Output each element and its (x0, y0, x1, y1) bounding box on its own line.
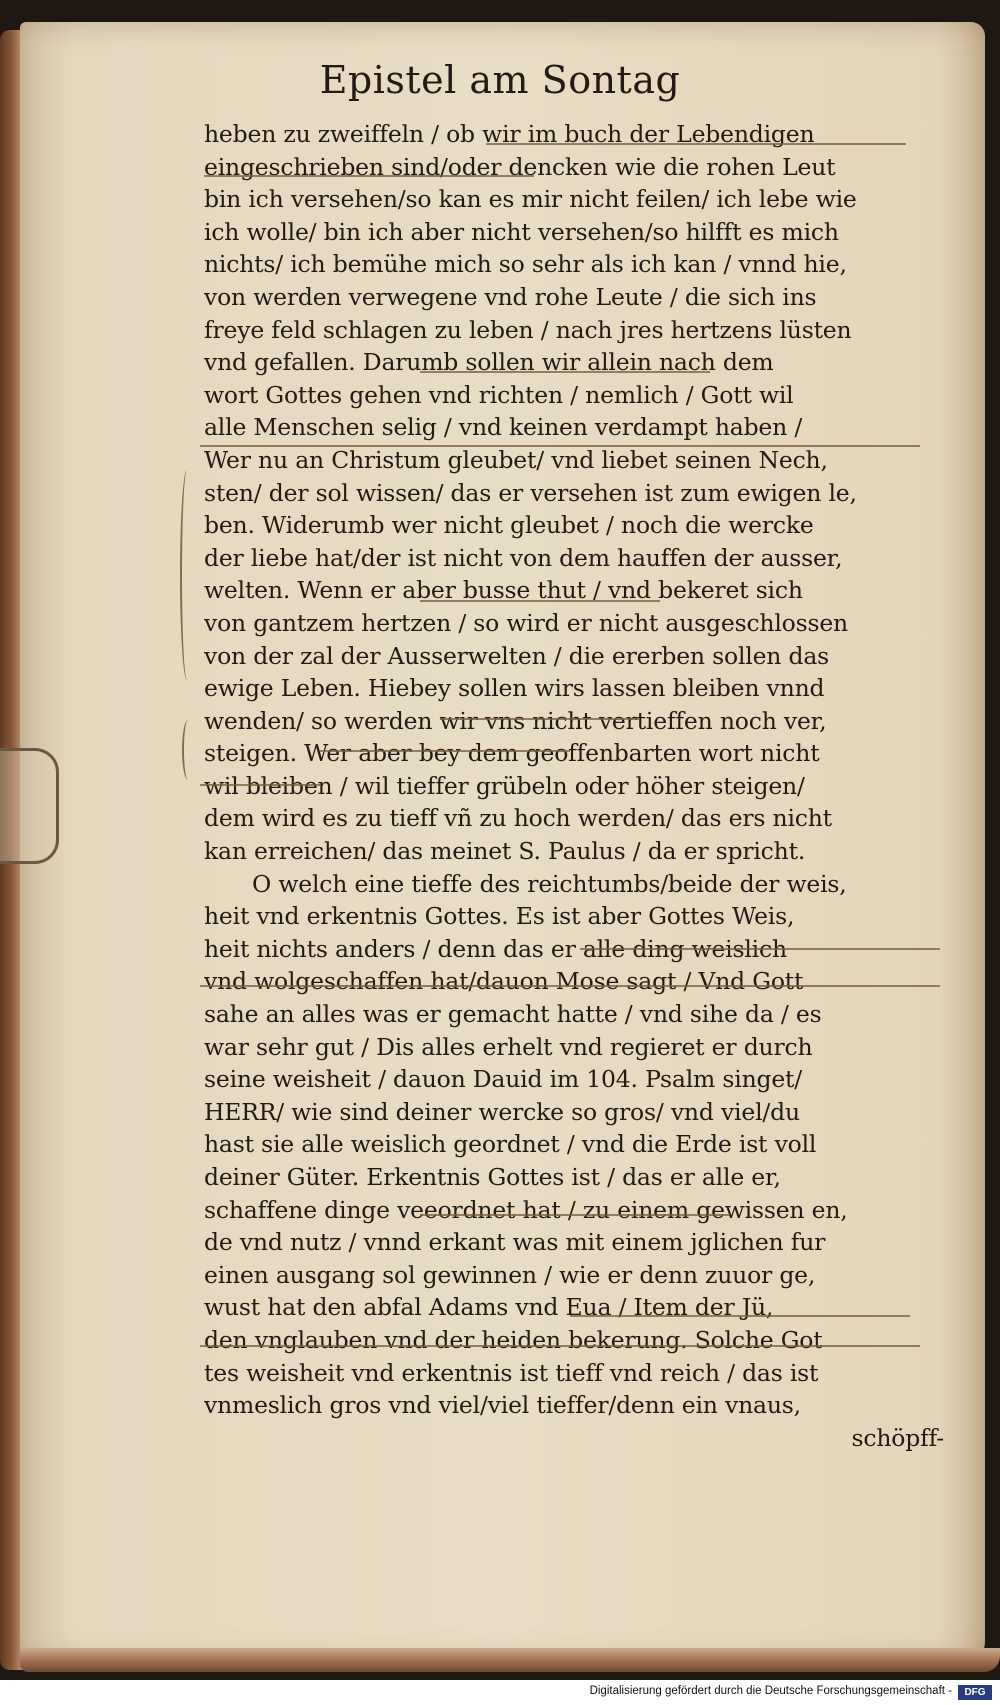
handwritten-underline (200, 784, 320, 786)
text-line: deiner Güter. Erkentnis Gottes ist / das er alle er, (204, 1163, 781, 1191)
text-line: schaffene dinge veeordnet hat / zu einem gewissen en, (204, 1195, 848, 1224)
text-line: heben zu zweiffeln / ob wir im buch der Lebendigen (204, 120, 815, 148)
handwritten-underline (200, 1345, 920, 1347)
handwritten-underline (420, 371, 710, 373)
text-line: HERR/ wie sind deiner wercke so gros/ vnd viel/du (204, 1097, 800, 1126)
text-line: eingeschrieben sind/oder dencken wie die rohen Leut (204, 152, 836, 181)
handwritten-underline (320, 750, 570, 752)
text-line: tes weisheit vnd erkentnis ist tieff vnd reich / das ist (204, 1358, 819, 1387)
text-line: seine weisheit / dauon Dauid im 104. Psalm singet/ (204, 1065, 803, 1094)
text-line: war sehr gut / Dis alles erhelt vnd regieret er durch (204, 1032, 813, 1061)
text-line: von gantzem hertzen / so wird er nicht ausgeschlossen (204, 608, 848, 637)
text-line: von werden verwegene vnd rohe Leute / die sich ins (204, 282, 817, 311)
text-line: sahe an alles was er gemacht hatte / vnd sihe da / es (204, 1000, 822, 1029)
text-line: heit nichts anders / denn das er alle ding weislich (204, 934, 787, 963)
text-line: ewige Leben. Hiebey sollen wirs lassen bleiben vnnd (204, 674, 825, 703)
page-tab-marker (0, 748, 59, 864)
text-line: wil bleiben / wil tieffer grübeln oder höher steigen/ (204, 771, 805, 800)
catchword: schöpff- (851, 1423, 944, 1452)
text-line: von der zal der Ausserwelten / die ererben sollen das (204, 641, 830, 670)
running-header: Epistel am Sontag (319, 58, 681, 102)
handwritten-underline (200, 445, 920, 447)
handwritten-underline (440, 718, 640, 720)
text-line: bin ich versehen/so kan es mir nicht feilen/ ich lebe wie (204, 185, 857, 214)
text-line: kan erreichen/ das meinet S. Paulus / da er spricht. (204, 837, 806, 866)
handwritten-underline (486, 143, 906, 145)
text-line: de vnd nutz / vnnd erkant was mit einem jglichen fur (204, 1228, 826, 1257)
text-line: wenden/ so werden wir vns nicht vertieffen noch ver, (204, 706, 827, 735)
text-line: vnd wolgeschaffen hat/dauon Mose sagt / Vnd Gott (204, 967, 804, 996)
text-line: welten. Wenn er aber busse thut / vnd bekeret sich (204, 576, 803, 605)
text-line: der liebe hat/der ist nicht von dem hauffen der ausser, (204, 543, 843, 572)
text-line: alle Menschen selig / vnd keinen verdampt haben / (204, 413, 803, 442)
text-line: Wer nu an Christum gleubet/ vnd liebet seinen Nech, (204, 445, 828, 474)
footer-bar (0, 1680, 1000, 1705)
handwritten-underline (420, 1214, 730, 1216)
text-line: ben. Widerumb wer nicht gleubet / noch die wercke (204, 511, 814, 540)
text-line: wust hat den abfal Adams vnd Eua / Item der Jü, (204, 1293, 774, 1322)
dfg-logo: DFG (958, 1685, 992, 1700)
text-line: vnmeslich gros vnd viel/viel tieffer/denn ein vnaus, (204, 1391, 801, 1420)
text-line: hast sie alle weislich geordnet / vnd die Erde ist voll (204, 1130, 817, 1159)
margin-bracket-mark (182, 720, 194, 780)
handwritten-underline (420, 600, 660, 602)
text-line: nichts/ ich bemühe mich so sehr als ich kan / vnnd hie, (204, 250, 847, 279)
body-text (204, 118, 944, 1454)
handwritten-underline (200, 985, 940, 987)
text-line: einen ausgang sol gewinnen / wie er denn zuuor ge, (204, 1260, 816, 1289)
handwritten-underline (204, 175, 534, 177)
page-bottom-edge (20, 1648, 1000, 1672)
text-line: ich wolle/ bin ich aber nicht versehen/so hilfft es mich (204, 217, 839, 246)
margin-bracket-mark (180, 470, 194, 680)
digitization-credit: Digitalisierung gefördert durch die Deutsche Forschungsgemeinschaft - (589, 1685, 952, 1697)
handwritten-underline (580, 948, 940, 950)
text-line: steigen. Wer aber bey dem geoffenbarten wort nicht (204, 739, 820, 768)
text-line-paragraph-start: O welch eine tieffe des reichtumbs/beide der weis, (252, 869, 847, 898)
text-line: heit vnd erkentnis Gottes. Es ist aber Gottes Weis, (204, 902, 795, 931)
text-line: vnd gefallen. Darumb sollen wir allein nach dem (204, 348, 774, 377)
handwritten-underline (570, 1315, 910, 1317)
text-line: den vnglauben vnd der heiden bekerung. Solche Got (204, 1325, 823, 1354)
text-line: wort Gottes gehen vnd richten / nemlich / Gott wil (204, 380, 794, 409)
text-line: freye feld schlagen zu leben / nach jres hertzens lüsten (204, 315, 852, 344)
text-line: dem wird es zu tieff vñ zu hoch werden/ das ers nicht (204, 804, 832, 833)
text-line: sten/ der sol wissen/ das er versehen ist zum ewigen le, (204, 478, 857, 507)
